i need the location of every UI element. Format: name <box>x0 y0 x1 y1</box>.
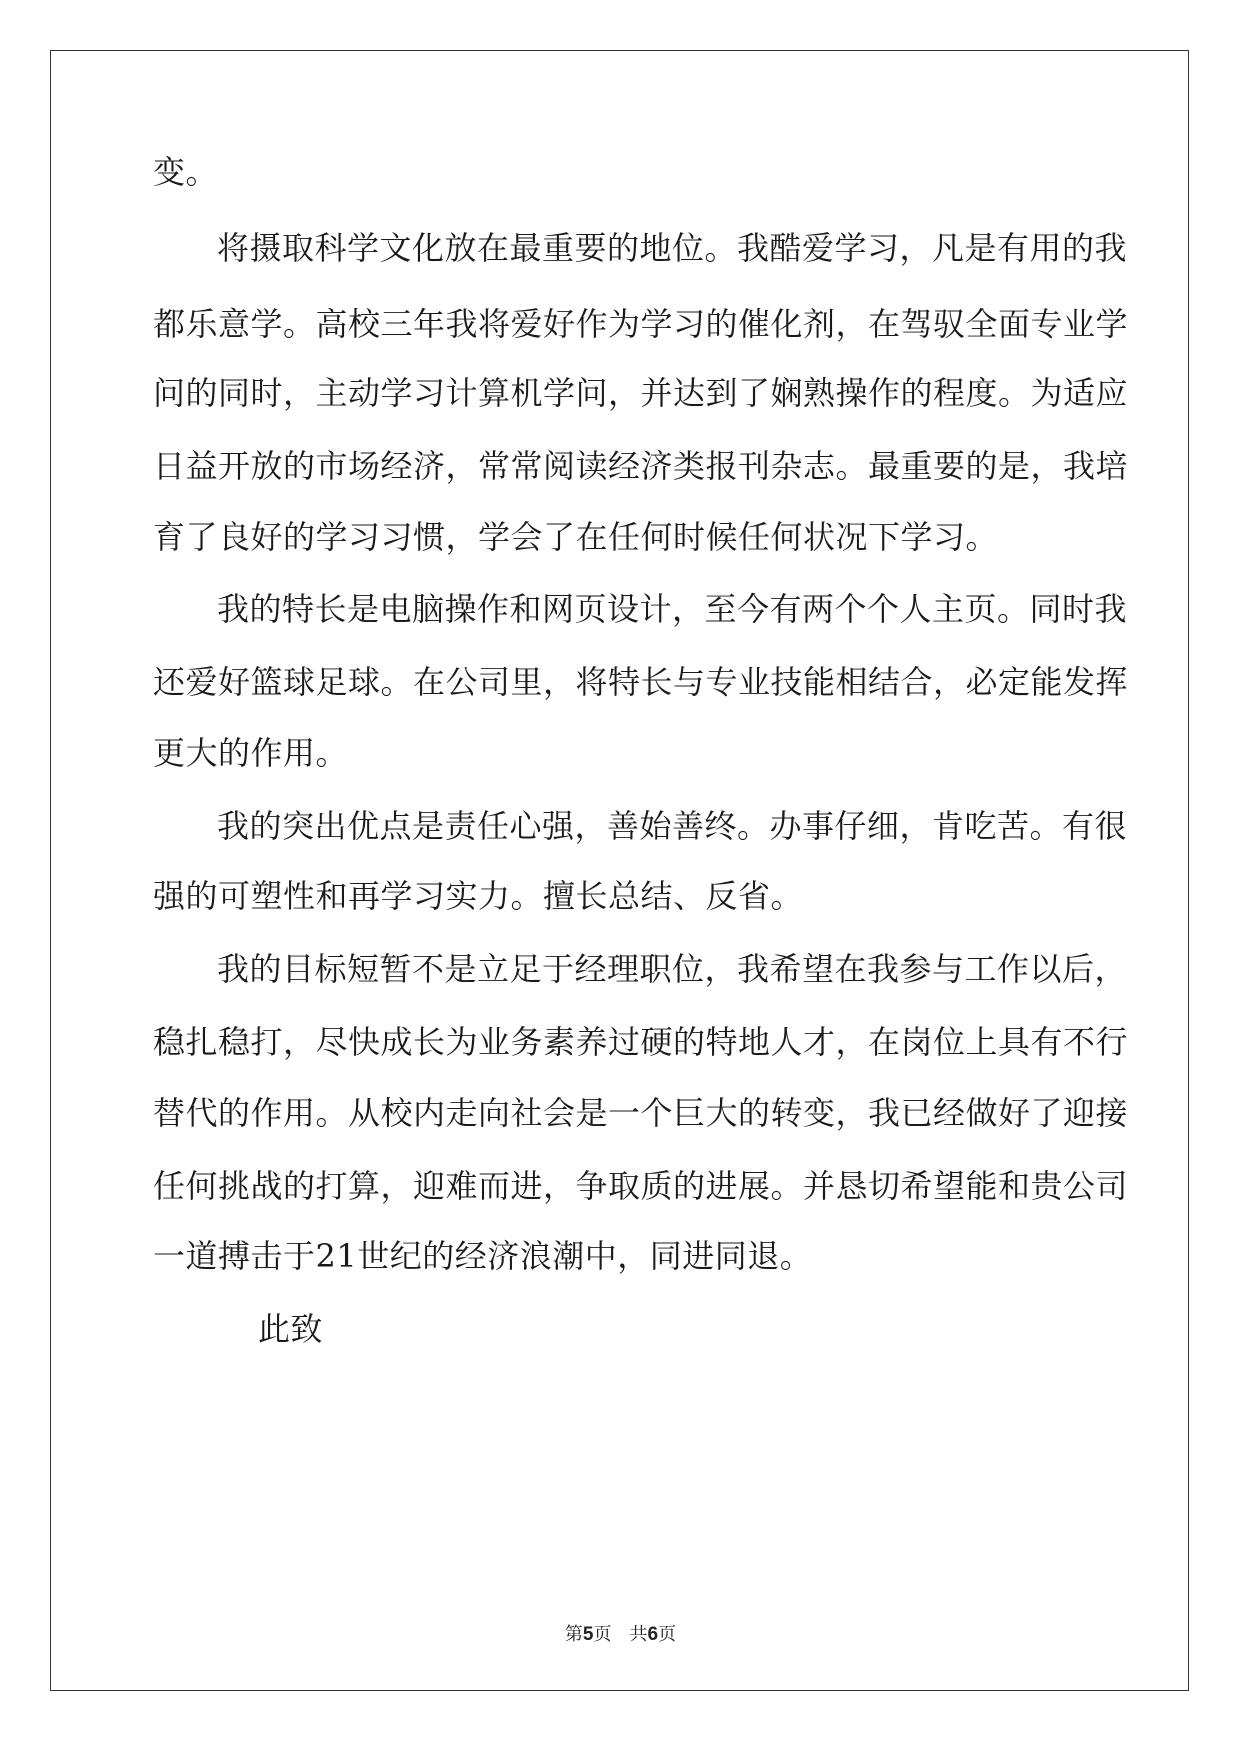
text-line: 日益开放的市场经济，常常阅读经济类报刊杂志。最重要的是，我培 <box>153 447 1129 485</box>
closing-salutation: 此致 <box>258 1310 324 1348</box>
paragraph-first-line: 将摄取科学文化放在最重要的地位。我酷爱学习，凡是有用的我 <box>217 229 1128 267</box>
page-total: 6 <box>647 1624 659 1645</box>
page-footer <box>0 1623 1241 1647</box>
page-current: 5 <box>582 1624 594 1645</box>
page-unit: 页 <box>593 1624 612 1645</box>
paragraph-first-line: 我的特长是电脑操作和网页设计，至今有两个个人主页。同时我 <box>217 590 1128 628</box>
text-line: 稳扎稳打，尽快成长为业务素养过硬的特地人才，在岗位上具有不行 <box>153 1023 1129 1061</box>
text-line: 更大的作用。 <box>153 734 349 772</box>
text-line: 一道搏击于21世纪的经济浪潮中，同进同退。 <box>153 1237 813 1275</box>
text-line: 还爱好篮球足球。在公司里，将特长与专业技能相结合，必定能发挥 <box>153 663 1129 701</box>
total-prefix: 共 <box>629 1624 648 1645</box>
page-border <box>50 50 1189 1691</box>
page-prefix: 第 <box>564 1624 583 1645</box>
paragraph-first-line: 我的目标短暂不是立足于经理职位，我希望在我参与工作以后， <box>217 950 1128 988</box>
text-line: 育了良好的学习习惯，学会了在任何时候任何状况下学习。 <box>153 518 999 556</box>
text-line: 都乐意学。高校三年我将爱好作为学习的催化剂，在驾驭全面专业学 <box>153 305 1129 343</box>
text-line: 替代的作用。从校内走向社会是一个巨大的转变，我已经做好了迎接 <box>153 1094 1129 1132</box>
text-line: 问的同时，主动学习计算机学问，并达到了娴熟操作的程度。为适应 <box>153 374 1129 412</box>
paragraph-first-line: 我的突出优点是责任心强，善始善终。办事仔细，肯吃苦。有很 <box>217 807 1128 845</box>
text-line: 任何挑战的打算，迎难而进，争取质的进展。并恳切希望能和贵公司 <box>153 1167 1129 1205</box>
text-line: 变。 <box>153 153 219 191</box>
total-unit: 页 <box>658 1624 677 1645</box>
text-line: 强的可塑性和再学习实力。擅长总结、反省。 <box>153 877 804 915</box>
